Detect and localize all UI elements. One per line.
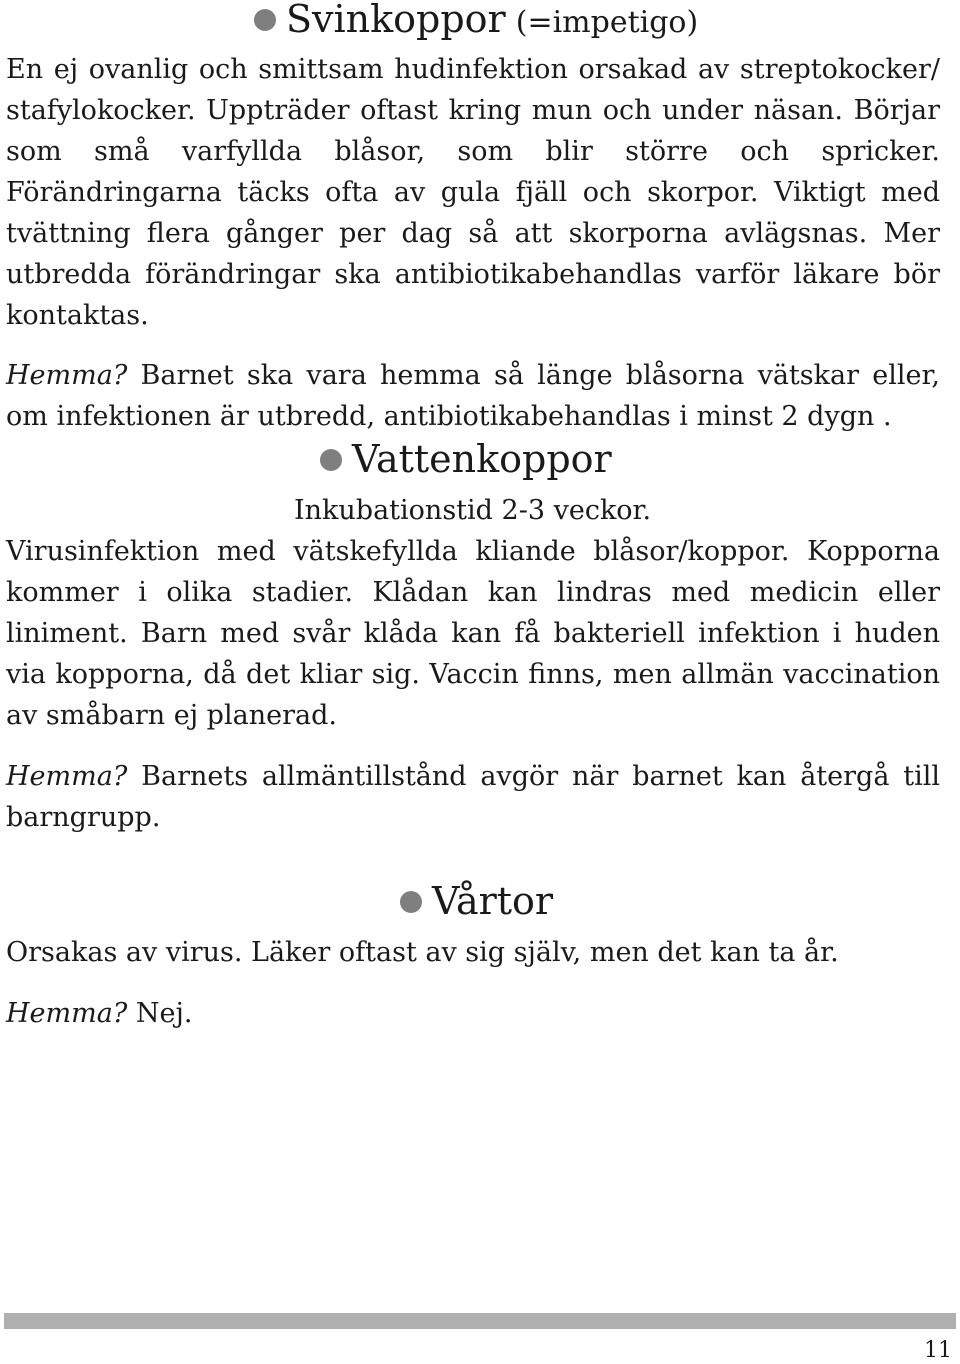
section-vattenkoppor xyxy=(6,437,940,838)
vattenkoppor-hemma xyxy=(6,756,940,838)
vartor-hemma xyxy=(6,993,940,1034)
bullet-icon xyxy=(400,891,422,913)
svinkoppor-hemma xyxy=(6,355,940,437)
hemma-label: Hemma? xyxy=(6,360,128,391)
svinkoppor-body: En ej ovanlig och smittsam hudinfektion orsakad av streptokocker/ stafylokocker. Uppträder oftast kring mun och under näsan. Börjar som små varfyllda blåsor, som blir större och spricker. Förändringarna täcks ofta av gula fjäll och skorpor. Viktigt med tvättning flera gånger per dag så att skorporna avlägsnas. Mer utbredda förändringar ska antibiotikabehandlas varför läkare bör kontaktas. xyxy=(6,54,940,331)
vattenkoppor-heading xyxy=(320,437,940,484)
hemma-label: Hemma? xyxy=(6,998,128,1029)
page-number: 11 xyxy=(924,1338,952,1363)
bullet-icon xyxy=(320,449,342,471)
footer-divider xyxy=(4,1313,956,1329)
hemma-text: Nej. xyxy=(127,998,193,1029)
vattenkoppor-incubation: Inkubationstid 2-3 veckor. xyxy=(294,495,652,526)
section-svinkoppor xyxy=(6,0,940,437)
section-vartor xyxy=(6,879,940,1034)
svinkoppor-title: Svinkoppor xyxy=(286,0,506,41)
vattenkoppor-title: Vattenkoppor xyxy=(352,437,612,481)
hemma-text: Barnets allmäntillstånd avgör när barnet kan återgå till barngrupp. xyxy=(6,761,940,833)
vartor-title: Vårtor xyxy=(432,879,554,923)
svinkoppor-subtitle: (=impetigo) xyxy=(515,5,699,40)
hemma-text: Barnet ska vara hemma så länge blåsorna vätskar eller, om infektionen är utbredd, antibiotikabehandlas i minst 2 dygn . xyxy=(6,360,940,432)
bullet-icon xyxy=(254,9,276,31)
vartor-body: Orsakas av virus. Läker oftast av sig själv, men det kan ta år. xyxy=(6,937,839,968)
svinkoppor-heading xyxy=(254,0,940,44)
vattenkoppor-body: Virusinfektion med vätskefyllda kliande blåsor/koppor. Kopporna kommer i olika stadier. Klådan kan lindras med medicin eller liniment. Barn med svår klåda kan få bakteriell infektion i huden via kopporna, då det kliar sig. Vaccin finns, men allmän vaccination av småbarn ej planerad. xyxy=(6,536,940,731)
vartor-heading xyxy=(400,879,940,926)
hemma-label: Hemma? xyxy=(6,761,128,792)
